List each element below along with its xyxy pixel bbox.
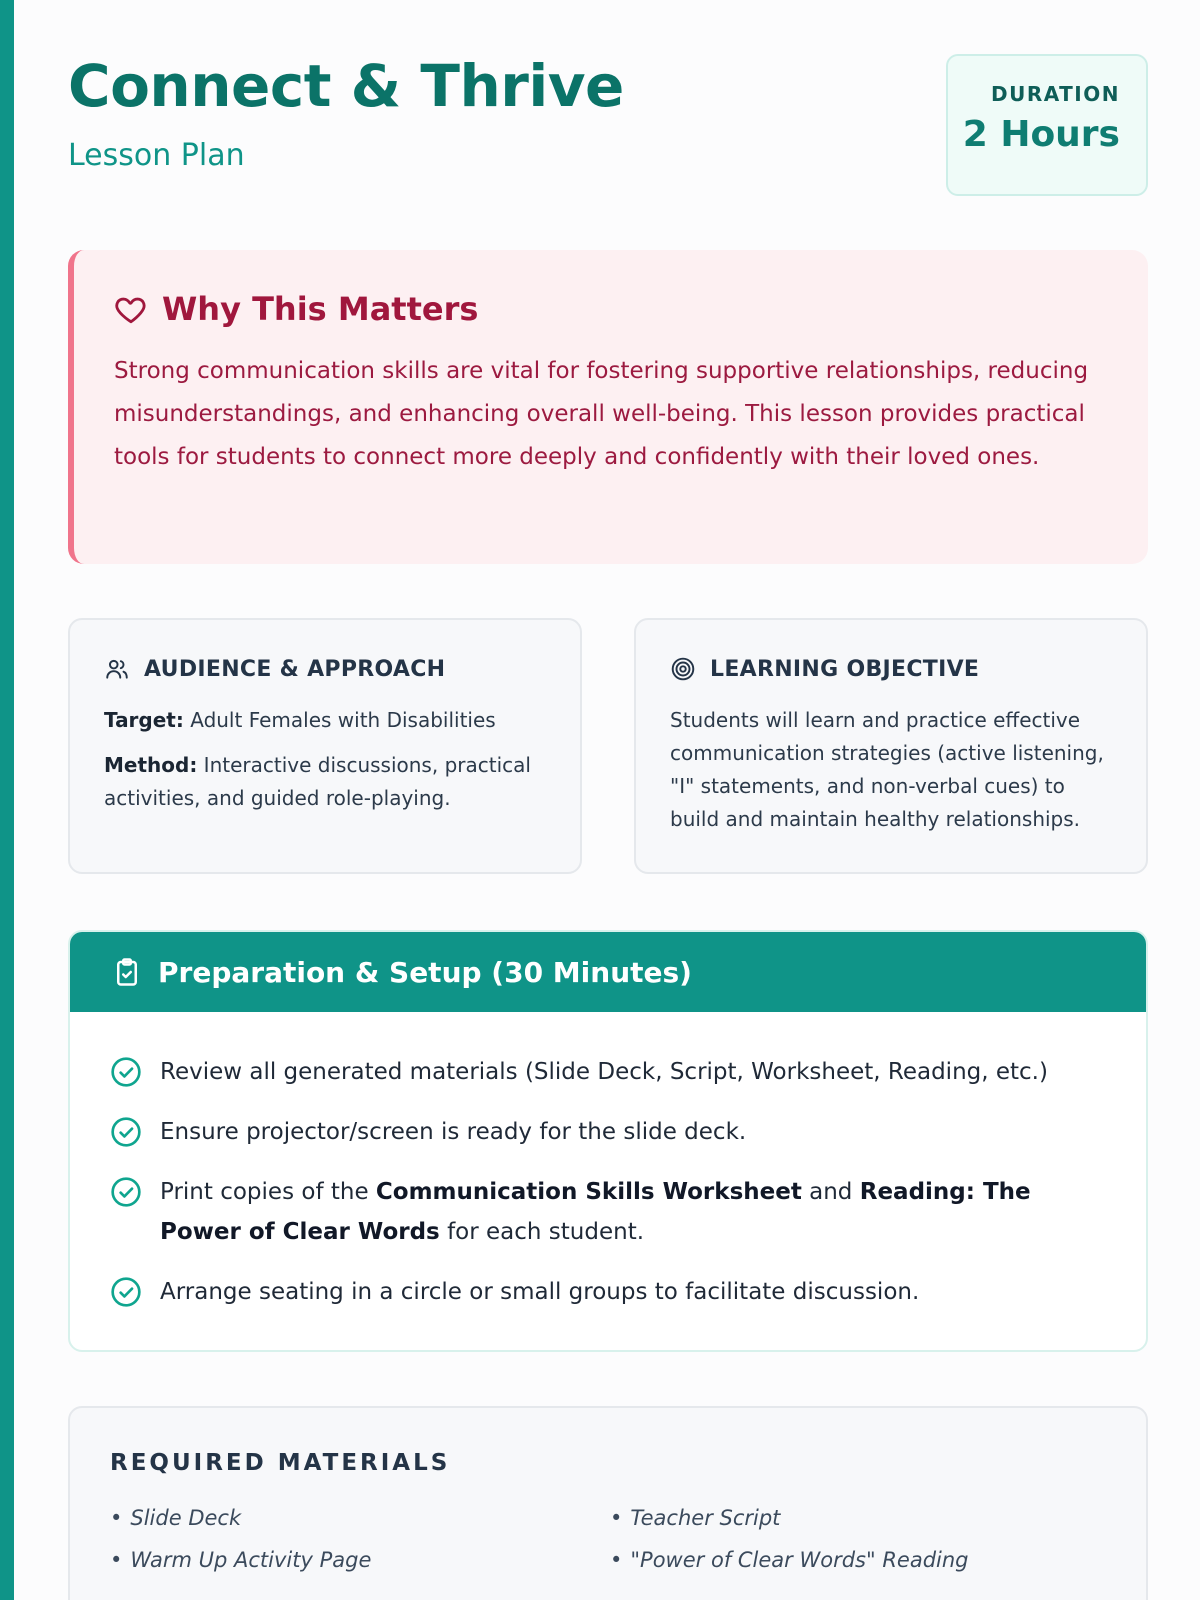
why-header	[114, 290, 1102, 328]
prep-item	[110, 1172, 1106, 1252]
audience-target	[104, 704, 546, 737]
preparation-setup-section	[68, 930, 1148, 1352]
heart-icon	[114, 292, 148, 326]
prep-item	[110, 1112, 1106, 1152]
accent-side-bar	[0, 0, 14, 1600]
bullet: •	[610, 1506, 623, 1530]
why-title: Why This Matters	[162, 290, 479, 328]
page-subtitle: Lesson Plan	[68, 138, 245, 173]
target-icon	[670, 656, 696, 682]
bullet: •	[610, 1548, 623, 1572]
prep-item-text	[160, 1172, 1106, 1252]
check-circle-icon	[110, 1176, 142, 1208]
prep-item-text: Ensure projector/screen is ready for the slide deck.	[160, 1119, 747, 1145]
bullet: •	[110, 1506, 123, 1530]
method-value: Interactive discussions, practical activities, and guided role-playing.	[104, 753, 531, 810]
materials-title: REQUIRED MATERIALS	[110, 1450, 451, 1476]
bullet: •	[110, 1548, 123, 1572]
objective-header	[670, 656, 1112, 682]
prep-item	[110, 1052, 1106, 1092]
worksheet-name: Communication Skills Worksheet	[375, 1179, 802, 1205]
prep-item-text: Review all generated materials (Slide Deck, Script, Worksheet, Reading, etc.)	[160, 1059, 1048, 1085]
objective-body: Students will learn and practice effective communication strategies (active listening, "I" statements, and non-verbal cues) to build and maintain healthy relationships.	[670, 708, 1104, 831]
prep-title: Preparation & Setup (30 Minutes)	[158, 955, 692, 989]
prep-text-part: for each student.	[439, 1219, 645, 1245]
audience-method	[104, 749, 546, 815]
material-item	[110, 1548, 610, 1572]
page-title: Connect & Thrive	[68, 52, 624, 120]
target-value: Adult Females with Disabilities	[183, 708, 496, 732]
duration-label: DURATION	[991, 82, 1120, 106]
required-materials-section	[68, 1406, 1148, 1600]
target-label: Target:	[104, 708, 184, 732]
check-circle-icon	[110, 1276, 142, 1308]
audience-title: AUDIENCE & APPROACH	[144, 656, 446, 682]
audience-header	[104, 656, 546, 682]
duration-value: 2 Hours	[962, 114, 1120, 155]
materials-list	[110, 1506, 1106, 1572]
material-label: Slide Deck	[130, 1506, 242, 1530]
clipboard-check-icon	[112, 957, 142, 987]
material-label: "Power of Clear Words" Reading	[630, 1548, 969, 1572]
material-item	[610, 1548, 1090, 1572]
reading-name: Reading: The Power of Clear Words	[160, 1179, 1031, 1245]
check-circle-icon	[110, 1056, 142, 1088]
prep-item	[110, 1272, 1106, 1312]
check-circle-icon	[110, 1116, 142, 1148]
material-item	[610, 1506, 1090, 1530]
page-header	[68, 0, 1148, 230]
material-label: Teacher Script	[630, 1506, 781, 1530]
prep-text-part: and	[801, 1179, 860, 1205]
material-item	[110, 1506, 610, 1530]
learning-objective-card	[634, 618, 1148, 874]
prep-header	[70, 932, 1146, 1012]
prep-item-text: Arrange seating in a circle or small groups to facilitate discussion.	[160, 1279, 920, 1305]
prep-checklist	[70, 1012, 1146, 1312]
users-icon	[104, 656, 130, 682]
audience-approach-card	[68, 618, 582, 874]
prep-text-part: Print copies of the	[160, 1179, 376, 1205]
lesson-plan-page	[68, 0, 1148, 1572]
why-this-matters-panel	[68, 250, 1148, 564]
material-label: Warm Up Activity Page	[130, 1548, 372, 1572]
objective-title: LEARNING OBJECTIVE	[710, 656, 980, 682]
duration-card	[946, 54, 1148, 196]
why-body: Strong communication skills are vital for fostering supportive relationships, reducing misunderstandings, and enhancing overall well-being. This lesson provides practical tools for students to connect more deeply and confidently with their loved ones.	[114, 358, 1089, 470]
method-label: Method:	[104, 753, 198, 777]
